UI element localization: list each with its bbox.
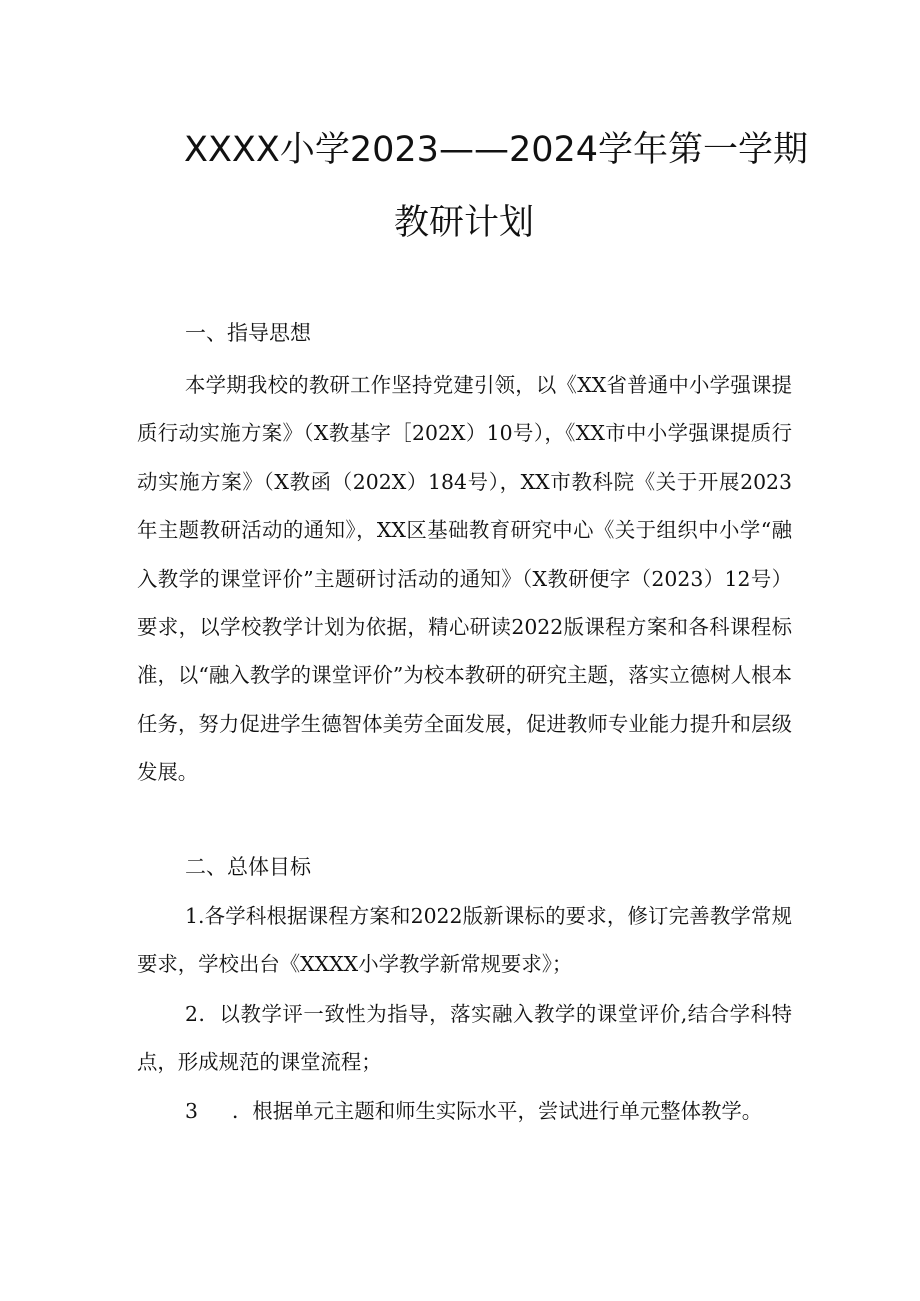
section-heading-guiding-ideology: 一、指导思想 <box>185 321 311 345</box>
goal-item-2 <box>137 990 792 1087</box>
goal-item-3 <box>137 1087 792 1135</box>
goal-item-2-number: 2． <box>185 1002 220 1026</box>
goal-item-2-text: 以教学评一致性为指导，落实融入教学的课堂评价,结合学科特点，形成规范的课堂流程； <box>137 1002 792 1075</box>
document-title-line2: 教研计划 <box>393 203 534 243</box>
goal-item-1 <box>137 892 792 989</box>
goal-item-3-number: 3 <box>185 1099 198 1123</box>
section-paragraph-guiding-ideology: 本学期我校的教研工作坚持党建引领，以《XX省普通中小学强课提质行动实施方案》（X教基字［202X）10号），《XX市中小学强课提质行动实施方案》（X教函（202X）184号），XX市教科院《关于开展2023年主题教研活动的通知》，XX区基础教育研究中心《关于组织中小学“融入教学的课堂评价”主题研讨活动的通知》（X教研便字（2023）12号）要求，以学校教学计划为依据，精心研读2022版课程方案和各科课程标准，以“融入教学的课堂评价”为校本教研的研究主题，落实立德树人根本任务，努力促进学生德智体美劳全面发展，促进教师专业能力提升和层级发展。 <box>137 373 792 785</box>
section-heading-overall-goals: 二、总体目标 <box>185 855 311 879</box>
goal-item-3-text: ．根据单元主题和师生实际水平，尝试进行单元整体教学。 <box>231 1099 763 1123</box>
goal-item-1-number: 1. <box>185 904 205 928</box>
goal-item-1-text: 各学科根据课程方案和2022版新课标的要求，修订完善教学常规要求，学校出台《XXXX小学教学新常规要求》； <box>137 904 792 977</box>
document-title-line1: XXXX小学2023——2024学年第一学期 <box>183 130 809 170</box>
